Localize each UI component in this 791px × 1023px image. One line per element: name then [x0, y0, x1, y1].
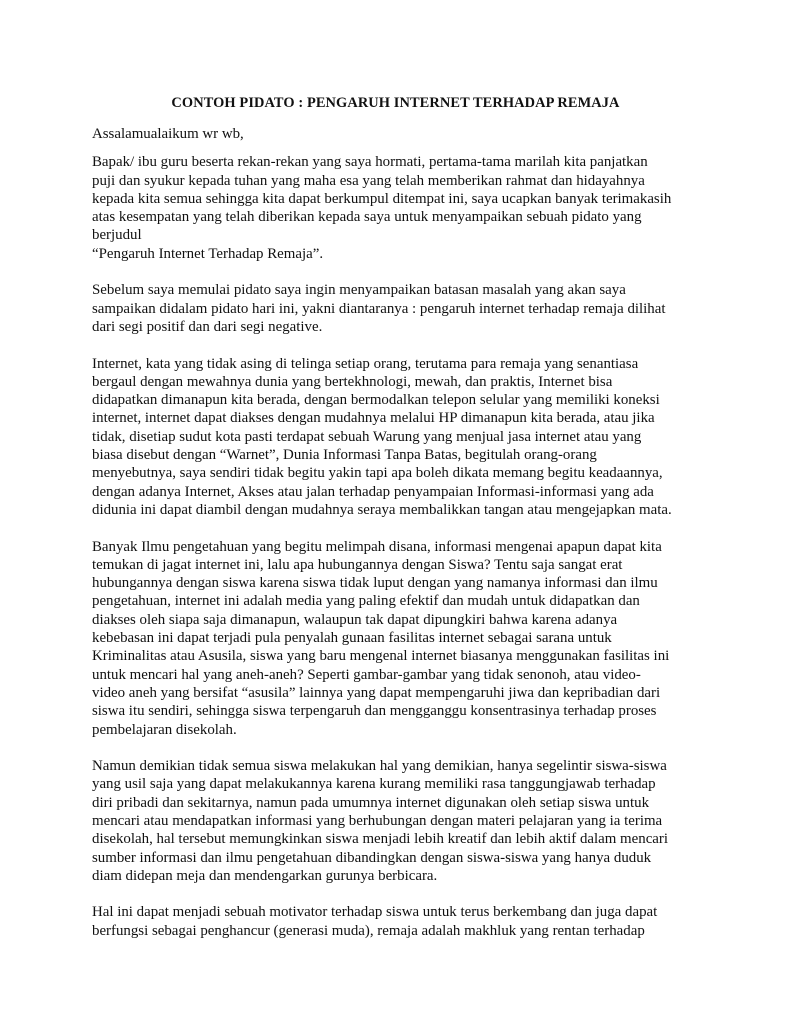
- text-line: bergaul dengan mewahnya dunia yang bertekhnologi, mewah, dan praktis, Internet bisa: [92, 373, 613, 390]
- paragraph-spacer: [92, 336, 712, 354]
- text-line: pengetahuan, internet ini adalah media yang paling efektif dan mudah untuk didapatkan dan: [92, 593, 640, 610]
- paragraph-spacer: [92, 143, 712, 153]
- text-line: diri pribadi dan sekitarnya, namun pada umumnya internet digunakan oleh setiap siswa untuk: [92, 794, 650, 811]
- text-line: Banyak Ilmu pengetahuan yang begitu melimpah disana, informasi mengenai apapun dapat kita: [92, 538, 662, 555]
- text-line: diakses oleh siapa saja dimanapun, walaupun tak dapat dipungkiri bahwa karena adanya: [92, 611, 618, 628]
- text-line: dengan adanya Internet, Akses atau jalan terhadap penyampaian Informasi-informasi yang ada: [92, 483, 654, 500]
- text-line: temukan di jagat internet ini, lalu apa hubungannya dengan Siswa? Tentu saja sangat erat: [92, 556, 623, 573]
- paragraph-opening: [92, 153, 712, 263]
- text-line: tidak, disetiap sudut kota pasti terdapat sebuah Warung yang menjual jasa internet atau yang: [92, 428, 642, 445]
- text-line: dari segi positif dan dari segi negative.: [92, 318, 323, 335]
- text-line: yang usil saja yang dapat melakukannya karena kurang memiliki rasa tanggungjawab terhadap: [92, 776, 656, 793]
- text-line: berjudul: [92, 227, 142, 244]
- greeting-line: Assalamualaikum wr wb,: [92, 126, 244, 142]
- text-line: kebebasan ini dapat terjadi pula penyalah gunaan fasilitas internet sebagai sarana untuk: [92, 630, 612, 647]
- text-line: Hal ini dapat menjadi sebuah motivator terhadap siswa untuk terus berkembang dan juga dapat: [92, 904, 658, 921]
- text-line: untuk mencari hal yang aneh-aneh? Seperti gambar-gambar yang tidak senonoh, atau video-: [92, 666, 641, 683]
- text-line: kepada kita semua sehingga kita dapat berkumpul ditempat ini, saya ucapkan banyak terimakasih: [92, 190, 672, 207]
- paragraph-motivator: [92, 903, 712, 940]
- text-line: internet, internet dapat diakses dengan mudahnya melalui HP dimanapun kita berada, atau jika: [92, 410, 655, 427]
- paragraph-spacer: [92, 519, 712, 537]
- text-line: sumber informasi dan ilmu pengetahuan dibandingkan dengan siswa-siswa yang hanya duduk: [92, 849, 652, 866]
- text-line: puji dan syukur kepada tuhan yang maha esa yang telah memberikan rahmat dan hidayahnya: [92, 172, 645, 189]
- text-line: video aneh yang bersifat “asusila” lainnya yang dapat mempengaruhi jiwa dan kepribadian dari: [92, 684, 661, 701]
- text-line: Internet, kata yang tidak asing di telinga setiap orang, terutama para remaja yang senantiasa: [92, 355, 639, 372]
- text-line: biasa disebut dengan “Warnet”, Dunia Informasi Tanpa Batas, begitulah orang-orang: [92, 447, 597, 464]
- text-line: didapatkan dimanapun kita berada, dengan bermodalkan telepon selular yang memiliki koneksi: [92, 392, 660, 409]
- text-line: diam didepan meja dan mendengarkan gurunya berbicara.: [92, 867, 438, 884]
- text-line: mencari atau mendapatkan informasi yang berhubungan dengan materi pelajaran yang ia terima: [92, 812, 663, 829]
- text-line: siswa itu sendiri, sehingga siswa terpengaruh dan mengganggu konsentrasinya terhadap proses: [92, 703, 657, 720]
- paragraph-knowledge: [92, 538, 712, 739]
- paragraph-spacer: [92, 739, 712, 757]
- paragraph-spacer: [92, 885, 712, 903]
- paragraph-internet: [92, 355, 712, 520]
- text-line: Kriminalitas atau Asusila, siswa yang baru mengenal internet biasanya menggunakan fasilitas ini: [92, 648, 670, 665]
- text-line: atas kesempatan yang telah diberikan kepada saya untuk menyampaikan sebuah pidato yang: [92, 209, 642, 226]
- text-line: “Pengaruh Internet Terhadap Remaja”.: [92, 245, 324, 262]
- text-line: Bapak/ ibu guru beserta rekan-rekan yang saya hormati, pertama-tama marilah kita panjatkan: [92, 154, 648, 171]
- text-line: Sebelum saya memulai pidato saya ingin menyampaikan batasan masalah yang akan saya: [92, 282, 626, 299]
- text-line: menyebutnya, saya sendiri tidak begitu yakin tapi apa boleh dikata memang begitu keadaannya,: [92, 465, 663, 482]
- text-line: berfungsi sebagai penghancur (generasi muda), remaja adalah makhluk yang rentan terhadap: [92, 922, 645, 939]
- document-body: [92, 125, 712, 940]
- paragraph-scope: [92, 281, 712, 336]
- text-line: pembelajaran disekolah.: [92, 721, 237, 738]
- text-line: hubungannya dengan siswa karena siswa tidak luput dengan yang namanya informasi dan ilmu: [92, 575, 658, 592]
- paragraph-spacer: [92, 263, 712, 281]
- text-line: didunia ini dapat diambil dengan mudahnya seraya membalikkan tangan atau mengejapkan mata.: [92, 501, 672, 518]
- text-line: Namun demikian tidak semua siswa melakukan hal yang demikian, hanya segelintir siswa-siswa: [92, 758, 667, 775]
- document-title: CONTOH PIDATO : PENGARUH INTERNET TERHADAP REMAJA: [171, 95, 620, 111]
- text-line: disekolah, hal tersebut memungkinkan siswa menjadi lebih kreatif dan lebih aktif dalam mencari: [92, 831, 669, 848]
- text-line: sampaikan didalam pidato hari ini, yakni diantaranya : pengaruh internet terhadap remaja dilihat: [92, 300, 666, 317]
- paragraph-not-all-students: [92, 757, 712, 885]
